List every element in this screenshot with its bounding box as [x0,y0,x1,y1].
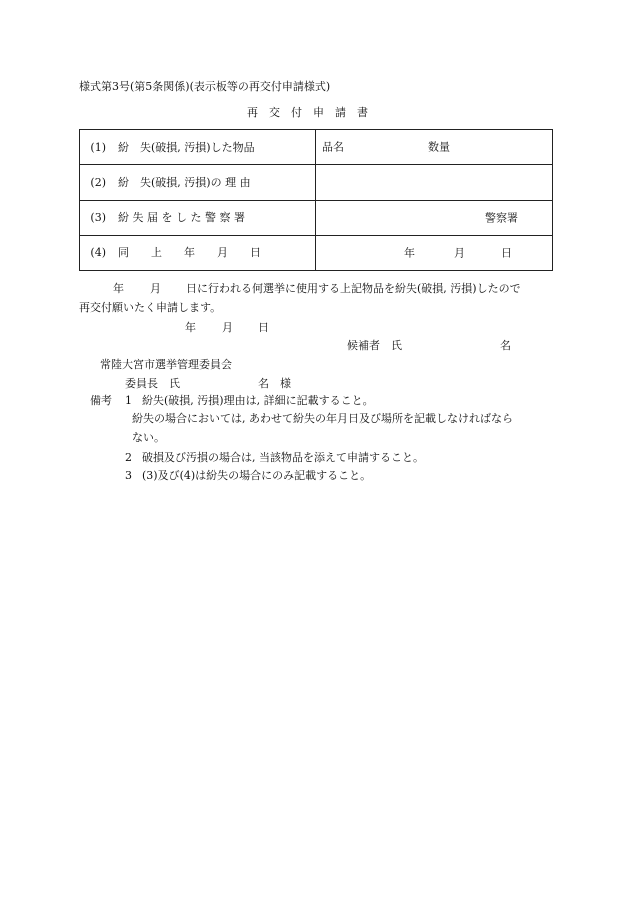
remark-number: 2 [125,451,132,464]
quantity-label: 数量 [428,140,450,154]
statement-line-1: 日に行われる何選挙に使用する上記物品を紛失(破損, 汚損)したので [186,282,521,295]
row-value-cell[interactable] [316,130,553,165]
document-title: 再 交 付 申 請 書 [247,106,368,119]
police-station-suffix: 警察署 [485,211,518,225]
election-month-label: 月 [150,282,161,295]
form-number: 様式第3号(第5条関係)(表示板等の再交付申請様式) [79,80,331,93]
row-label: 紛 失 届 を し た 警 察 署 [118,211,245,225]
remark-text: (3)及び(4)は紛失の場合にのみ記載すること。 [142,469,372,482]
item-name-label: 品名 [322,140,344,154]
reason-value-cell[interactable] [316,165,553,200]
remark-text: 紛失(破損, 汚損)理由は, 詳細に記載すること。 [142,394,374,407]
election-year-label: 年 [113,282,124,295]
committee-name: 常陸大宮市選挙管理委員会 [100,358,232,371]
candidate-name-suffix: 名 [500,339,511,352]
row-number: (3) [90,211,106,225]
remark-number: 3 [125,469,132,482]
loss-date-cell[interactable] [316,235,553,270]
remark-text: 破損及び汚損の場合は, 当該物品を添えて申請すること。 [142,451,424,464]
day-label: 日 [501,246,512,260]
chair-name-suffix: 名 様 [258,377,291,390]
application-month: 月 [222,321,233,334]
candidate-label: 候補者 氏 [347,339,402,352]
remark-text: ない。 [132,431,165,444]
row-number: (1) [90,140,106,154]
application-table [79,129,553,271]
row-label: 紛 失(破損, 汚損)した物品 [118,140,255,154]
row-number: (4) [90,246,106,260]
row-label-cell [80,130,316,165]
chair-label: 委員長 氏 [125,377,180,390]
table-row [80,200,553,235]
row-number: (2) [90,175,106,189]
remark-text: 紛失の場合においては, あわせて紛失の年月日及び場所を記載しなければなら [132,412,513,425]
row-label-cell [80,235,316,270]
row-label: 紛 失(破損, 汚損)の 理 由 [118,175,251,189]
row-label-cell [80,165,316,200]
table-row [80,165,553,200]
remarks-heading: 備考 [90,394,112,407]
row-label: 同 上 年 月 日 [118,246,261,260]
statement-line-2: 再交付願いたく申請します。 [79,301,222,314]
table-row [80,235,553,270]
row-label-cell [80,200,316,235]
application-year: 年 [185,321,196,334]
remark-number: 1 [125,394,132,407]
application-day: 日 [258,321,269,334]
year-label: 年 [404,246,415,260]
month-label: 月 [454,246,465,260]
police-station-cell[interactable] [316,200,553,235]
table-row [80,130,553,165]
